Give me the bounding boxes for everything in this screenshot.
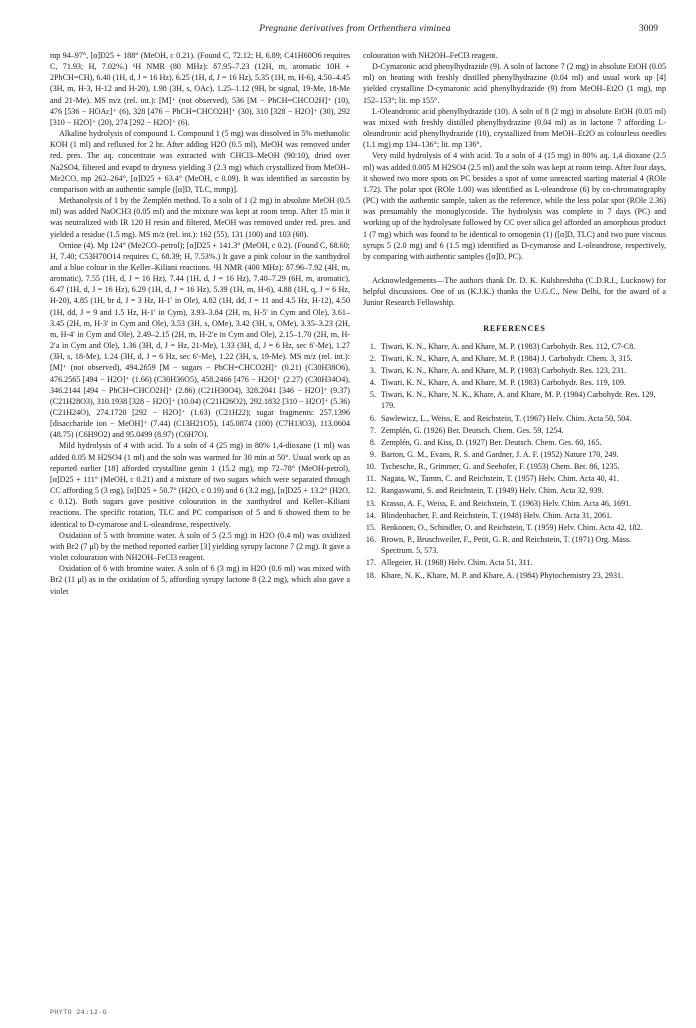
reference-number: 1.: [369, 341, 376, 351]
reference-number: 17.: [365, 558, 376, 568]
left-column: [50, 50, 350, 597]
reference-text: Tiwari, K. N., Khare, A. and Khare, M. P. (1983) Carbohydr. Res. 119, 109.: [381, 378, 626, 388]
reference-item: [363, 473, 666, 484]
reference-text: Barton, G. M., Evans, R. S. and Gardner, J. A. F. (1952) Nature 170, 249.: [381, 450, 619, 459]
reference-item: [363, 341, 666, 352]
paragraph-oxidation-5: Oxidation of 5 with bromine water. A soln of 5 (2.5 mg) in H2O (0.4 ml) was oxidized with Br2 (7 μl) by the method reported earlier [3] yielding syrupy lactone 7 (2 mg). It gave a violet colouration with NH2OH–FeCl3 reagent.: [50, 530, 350, 563]
reference-item: [363, 461, 666, 472]
reference-number: 16.: [365, 535, 376, 545]
reference-item: [363, 413, 666, 424]
paragraph-alkaline-hydrolysis: Alkaline hydrolysis of compound 1. Compound 1 (5 mg) was dissolved in 5% methanolic KOH (1 ml) and refluxed for 2 hr. After adding H2O (0.5 ml), MeOH was removed under red. pres. The aq. concentrate was extracted with CHCl3–MeOH (90:10), dried over Na2SO4, filtered and evapd to dryness yielding 3 (2.3 mg) which crystallized from MeOH–Me2CO, mp 262–264°, [α]D25 + 63.4° (MeOH, c 0.09). It was identified as sarcostin by comparison with an authentic sample ([α]D, TLC, mmp)].: [50, 129, 350, 194]
reference-item: [363, 377, 666, 388]
reference-text: Krasso, A. F., Weiss, E. and Reichstein, T. (1963) Helv. Chim. Acta 46, 1691.: [381, 498, 632, 508]
reference-number: 11.: [366, 474, 376, 484]
reference-number: 8.: [369, 437, 376, 447]
reference-item: [363, 510, 666, 521]
reference-number: 9.: [369, 450, 376, 459]
reference-number: 12.: [365, 486, 376, 496]
reference-number: 4.: [369, 378, 376, 388]
reference-text: Renkonen, O., Schindler, O. and Reichstein, T. (1959) Helv. Chim. Acta 42, 182.: [381, 522, 643, 532]
reference-item: [363, 389, 666, 411]
reference-item: [363, 449, 666, 460]
page-number: 3009: [639, 24, 658, 34]
reference-text: Tiwari, K. N., Khare, A. and Khare, M. P. (1983) Carbohydr. Res. 123, 231.: [381, 365, 627, 375]
reference-item: [363, 498, 666, 509]
reference-text: Rangaswami, S. and Reichstein, T. (1949) Helv. Chim. Acta 32, 939.: [381, 486, 604, 496]
paragraph-mild-hydrolysis: Mild hydrolysis of 4 with acid. To a soln of 4 (25 mg) in 80% 1,4-dioxane (1 ml) was added 0.05 M H2SO4 (1 ml) and the soln was warmed for 30 min at 50°. Usual work up as reported earlier [18] afforded crystalline genin 1 (15.2 mg), mp 72–78° (MeOH-petrol), [α]D25 + 111° (MeOH, c 0.21) and a mixture of two sugars which were separated through CC affording 5 (3 mg), [α]D25 + 50.7° (H2O, c 0.19) and 6 (3.2 mg), [α]D25 + 13.2° (H2O, c 0.12). Both sugars gave positive colouration in the xanthydrol and Keller–Kiliani reactions. The specific rotation, TLC and PC comparison of 5 and 6 showed them to be identical to D-cymarose and L-oleandrose, respectively.: [50, 441, 350, 529]
paragraph-colouration: colouration with NH2OH–FeCl3 reagent.: [363, 51, 498, 60]
reference-item: [363, 365, 666, 376]
right-column: [363, 50, 666, 582]
footer-code: PHYTO 24:12-G: [50, 1009, 108, 1016]
paragraph-ornine: Ornine (4). Mp 124° (Me2CO–petrol); [α]D25 + 141.3° (MeOH, c 0.2). (Found C, 68.60; H, 7.40; C53H70O14 requires C, 68.39; H, 7.53%.) It gave a pink colour in the xanthydrol and a blue colour in the Keller–Kiliani reactions. ¹H NMR (400 MHz): δ7.96–7.92 (4H, m, aromatic), 7.55 (1H, d, J = 16 Hz), 7.44 (1H, d, J = 16 Hz), 7.40–7.29 (6H, m, aromatic), 6.47 (1H, d, J = 16 Hz), 6.29 (1H, d, J = 16 Hz), 5.39 (1H, m, H-6), 4.88 (1H, q, J = 6 Hz, H-20), 4.85 (1H, br d, J = 3 Hz, H-1′ in Ole), 4.82 (1H, dd, J = 11 and 4.5 Hz, H-12), 4.50 (1H, dd, J = 9 and 1.5 Hz, H-1′ in Cym), 3.93–3.84 (2H, m, H-5′ in Cym and Ole), 3.61–3.45 (2H, m, H-3′ in Cym and Ole), 3.53 (3H, s, OMe), 3.42 (3H, s, OMe), 3.35–3.23 (2H, m, H-4′ in Cym and Ole), 2.49–2.15 (2H, m, H-2′e in Cym and Ole), 2.15–1.70 (2H, m, H-2′a in Cym and Ole), 1.36 (3H, d, J = Hz, 21-Me), 1.33 (3H, d, J = 6 Hz, sec 6′-Me), 1.27 (3H, s, 18-Me), 1.24 (3H, d, J = 6 Hz, sec 6′-Me), 1.22 (3H, s, 19-Me). MS m/z (rel. int.): [M]⁺ (not observed), 494.2659 [M − sugars − PhCH=CHCO2H]⁺ (0.21) (C30H38O6), 476.2565 [494 − H2O]⁺ (1.66) (C30H36O5), 458.2466 [476 − H2O]⁺ (2.27) (C30H34O4), 346.2144 [494 − PhCH=CHCO2H]⁺ (2.86) (C21H30O4), 328.2041 [346 − H2O]⁺ (9.37) (C21H28O3), 310.1938 [328 − H2O]⁺ (10.04) (C21H26O2), 292.1832 [310 − H2O]⁺ (5.36) (C21H24O), 274.1720 [292 − H2O]⁺ (1.63) (C21H22); sugar fragments: 257.1396 [disaccharide ion − MeOH]⁺ (7.44) (C13H21O5), 145.0874 (100) (C7H13O3), 113.0604 (48.75) (C6H9O2) and 95.0499 (8.97) (C6H7O).: [50, 240, 350, 440]
paragraph-very-mild-hydrolysis: Very mild hydrolysis of 4 with acid. To a soln of 4 (15 mg) in 80% aq. 1,4 dioxane (2.5 ml) was added 0.005 M H2SO4 (2.5 ml) and the soln was kept at room temp. After four days, it showed two more spots on PC besides a spot of some unreacted starting material 4 (ROle 1.72). The polar spot (ROle 1.00) was identified as L-oleandrose (6) by co-chromatography (PC) with the authentic sample, taken as the reference, while the less polar spot (ROle 2.36) was presumably the monoglycoside. The hydrolysis was complete in 7 days (PC) and working up of the hydrolysate followed by CC over silica gel afforded an amorphous product 1 (7 mg) which was found to be identical to ornogenin (1) ([α]D, TLC) and two pure viscous syrups 5 (2.0 mg) and 6 (1.5 mg) identified as D-cymarose and L-oleandrose, respectively, by comparing with authentic samples ([α]D, PC).: [363, 151, 667, 261]
reference-item: [363, 570, 666, 581]
reference-item: [363, 522, 666, 533]
references-list: [363, 341, 666, 581]
reference-text: Zemplén, G. and Kiss, D. (1927) Ber. Deutsch. Chem. Ges. 60, 165.: [381, 437, 602, 447]
reference-number: 14.: [365, 510, 376, 520]
reference-item: [363, 485, 666, 496]
reference-number: 7.: [369, 425, 376, 435]
reference-number: 3.: [369, 365, 376, 375]
reference-text: Allegeier, H. (1968) Helv. Chim. Acta 51, 311.: [381, 558, 533, 568]
reference-item: [363, 437, 666, 448]
reference-number: 13.: [365, 498, 376, 508]
reference-text: Khare, N. K., Khare, M. P. and Khare, A. (1984) Phytochemistry 23, 2931.: [381, 570, 624, 580]
paragraph-oxidation-6: Oxidation of 6 with bromine water. A soln of 6 (3 mg) in H2O (0.6 ml) was mixed with Br2 (11 μl) as in the oxidation of 5, affording syrupy lactone 8 (2.2 mg), which also gave a violet: [50, 564, 350, 596]
paragraph-methanolysis: Methanolysis of 1 by the Zemplén method. To a soln of 1 (2 mg) in absolute MeOH (0.5 ml) was added NaOCH3 (0.05 ml) and the mixture was kept at room temp. After 15 min it was neutralized with IR 120 H resin and filtered, MeOH was removed under red. pres. and yielded a residue (1.5 mg). MS m/z (rel. int.): 162 (55), 131 (100) and 103 (60).: [50, 196, 350, 239]
references-heading: REFERENCES: [483, 324, 546, 334]
page-header: [52, 24, 658, 38]
reference-text: Blindenbacher, F. and Reichstein, T. (1948) Helv. Chim. Acta 31, 2061.: [381, 510, 613, 520]
paragraph-oleandronic-acid: L-Oleandronic acid phenylhydrazide (10). A soln of 8 (2 mg) in absolute EtOH (0.05 ml) was mixed with freshly distilled phenylhydrazine (0.04 ml) as in lactone 7 affording L-oleandronic acid phenylhydrazide (10), crystallized from MeOH–Et2O as colourless needles (1.1 mg) mp 134–136°; lit. mp 136°.: [363, 106, 666, 150]
reference-text: Sawlewicz, L., Weiss, E. and Reichstein, T. (1967) Helv. Chim. Acta 50, 504.: [381, 413, 632, 423]
reference-text: Brown, P., Bruschweiler, F., Petit, G. R. and Reichstein, T. (1971) Org. Mass. Spectrum. 5, 573.: [381, 535, 632, 556]
reference-item: [363, 534, 666, 556]
reference-number: 10.: [365, 462, 376, 472]
reference-item: [363, 353, 666, 364]
reference-text: Tiwari, K. N., Khare, A. and Khare, M. P. (1983) Carbohydr. Res. 112, C7-C8.: [381, 341, 636, 351]
reference-number: 18.: [365, 570, 376, 580]
paragraph-compound-1-data: mp 94–97°, [α]D25 + 188° (MeOH, c 0.21). (Found C, 72.12; H, 6.89; C41H60O6 requires C, 71.93; H, 7.02%.) ¹H NMR (80 MHz): δ7.95–7.23 (12H, m, aromatic 10H + 2PhCH=CH), 6.40 (1H, d, J = 16 Hz), 6.25 (1H, d, J = 16 Hz), 5.35 (1H, m, H-6), 4.50–4.45 (3H, m, H-3, H-12 and H-20), 1.98 (3H, s, OAc), 1.25–1.12 (9H, br signal, 19-Me, 18-Me and 21-Me). MS m/z (rel. int.): [M]⁺ (not observed), 536 [M − PhCH=CHCO2H]⁺ (10), 476 [536 − HOAc]⁺ (6), 328 [476 − PhCH=CHCO2H]⁺ (30), 310 [328 − H2O]⁺ (30), 292 [310 − H2O]⁺ (20), 274 [292 − H2O]⁺ (6).: [50, 51, 350, 127]
reference-number: 2.: [369, 353, 376, 363]
reference-text: Tiwari, K. N., Khare, N. K., Khare, A. and Khare, M. P. (1984) Carbohydr. Res. 129, 179.: [381, 390, 656, 411]
reference-number: 6.: [369, 413, 376, 423]
reference-text: Nagata, W., Tamm, C. and Reichstein, T. (1957) Helv. Chim. Acta 40, 41.: [381, 474, 619, 484]
reference-item: [363, 425, 666, 436]
reference-text: Tschesche, R., Grimmer, G. and Seehofer, F. (1953) Chem. Ber. 86, 1235.: [381, 462, 620, 472]
reference-item: [363, 557, 666, 568]
acknowledgements: Acknowledgements—The authors thank Dr. D. K. Kulshreshtha (C.D.R.I., Lucknow) for helpful discussions. One of us (K.J.K.) thanks the U.G.C., New Delhi, for the award of a Junior Research Fellowship.: [363, 275, 666, 308]
reference-number: 15.: [365, 522, 376, 532]
reference-text: Zemplén, G. (1926) Ber. Deutsch. Chem. Ges. 59, 1254.: [381, 425, 564, 435]
reference-number: 5.: [369, 390, 376, 400]
running-title: Pregnane derivatives from Orthenthera viminea: [259, 24, 451, 34]
reference-text: Tiwari, K. N., Khare, A. and Khare, M. P. (1984) J. Carbohydr. Chem. 3, 315.: [381, 353, 633, 363]
paragraph-cymaronic-acid: D-Cymaronic acid phenylhydrazide (9). A soln of lactone 7 (2 mg) in absolute EtOH (0.05 ml) on heating with freshly distilled phenylhydrazine (0.04 ml) and usual work up [4] yielded crystalline D-cymaronic acid phenylhydrazide (9) from MeOH–Et2O (1 mg), mp 152–153°; lit. mp 155°.: [363, 62, 666, 105]
